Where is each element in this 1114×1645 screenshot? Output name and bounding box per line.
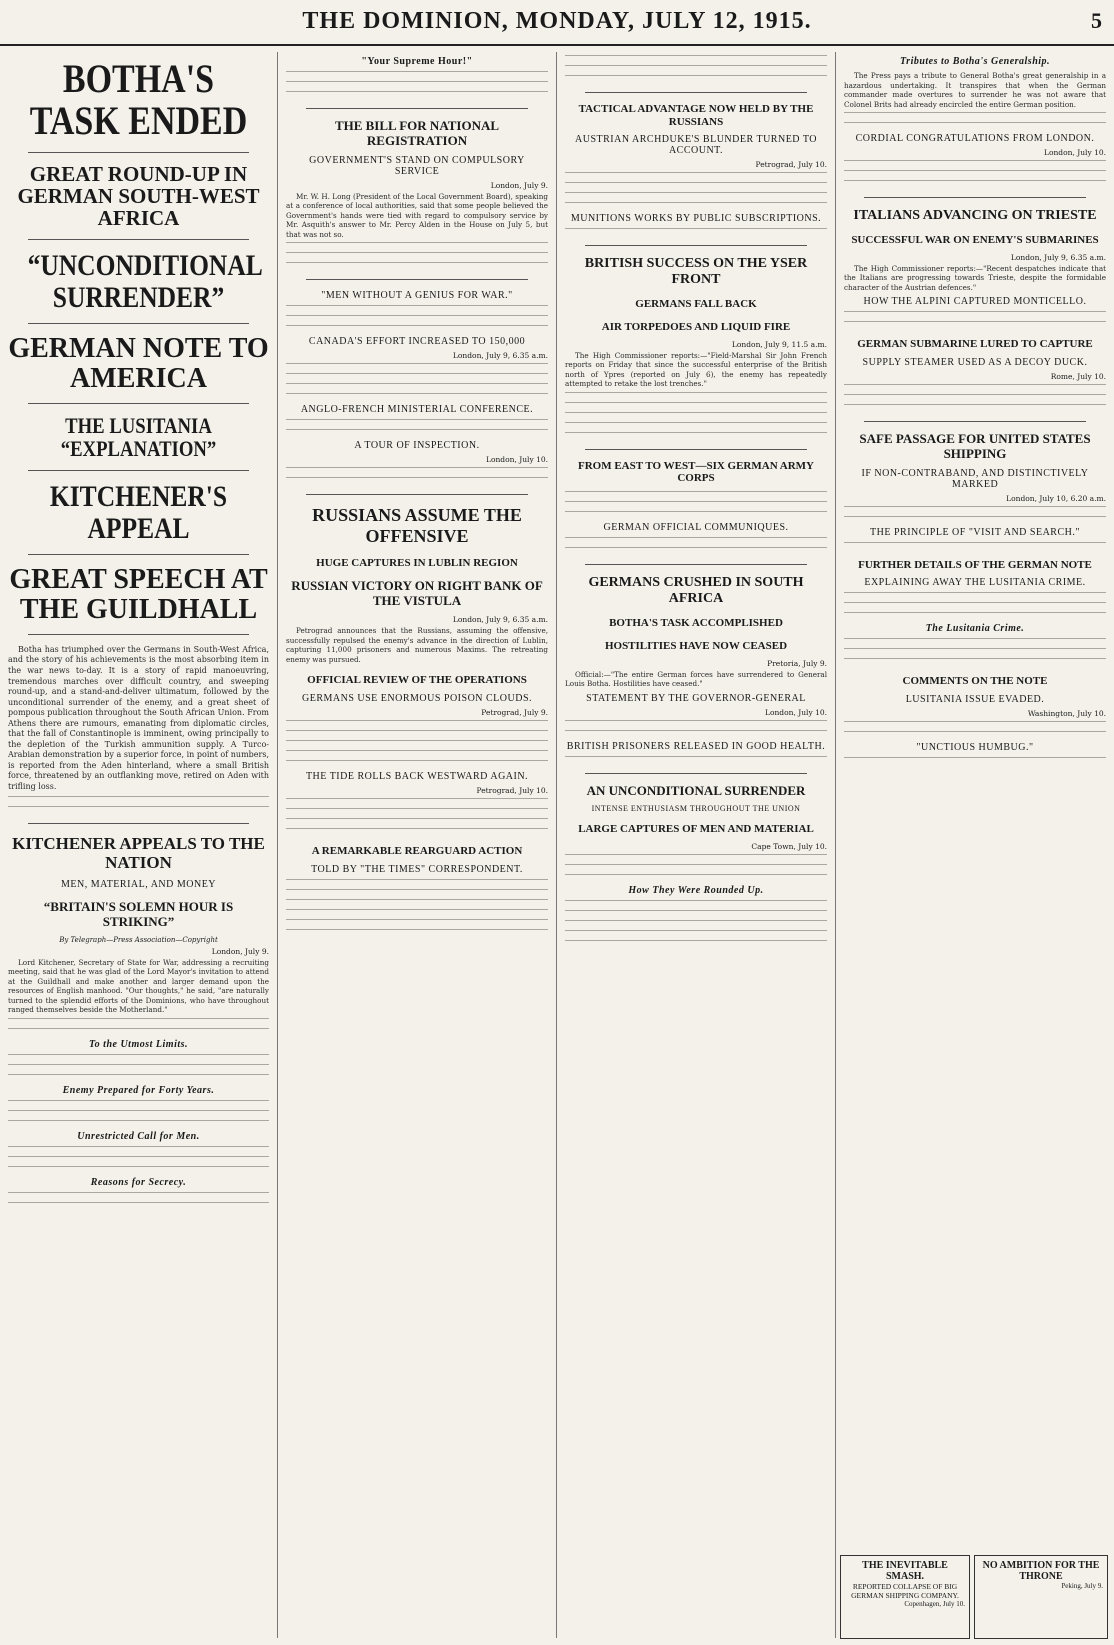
text-lines: [286, 720, 548, 727]
section-subheading: STATEMENT BY THE GOVERNOR-GENERAL: [586, 692, 806, 704]
text-lines: [286, 419, 548, 426]
text-lines: [844, 731, 1106, 738]
text-lines: [286, 477, 548, 484]
text-lines: [565, 720, 827, 727]
text-lines: [844, 638, 1106, 645]
headline-kitcheners-appeal: KITCHENER'S APPEAL: [49, 480, 228, 545]
text-lines: [565, 75, 827, 82]
section-subheading: AIR TORPEDOES AND LIQUID FIRE: [601, 321, 791, 334]
headline-bothas-task-ended: BOTHA'S TASK ENDED: [29, 56, 248, 143]
box-inevitable-smash: [840, 1555, 970, 1639]
text-lines: [286, 315, 548, 322]
section-subheading: HUGE CAPTURES IN LUBLIN REGION: [316, 556, 518, 569]
section-heading: RUSSIANS ASSUME THE OFFENSIVE: [312, 505, 522, 547]
article-body: Lord Kitchener, Secretary of State for War, addressing a recruiting meeting, said that he was glad of the Lord Mayor's invitation to attend at the Guildhall and make another and larger demand upon the resources of English manhood. "Our thoughts," he said, "are naturally turned to the splendid efforts of the Dominions, who have throughout ranged themselves beside the Motherland.": [8, 957, 269, 1015]
text-lines: [844, 311, 1106, 318]
box-heading: THE INEVITABLE SMASH.: [862, 1560, 948, 1582]
text-lines: [8, 1110, 269, 1117]
section-subheading: GERMAN OFFICIAL COMMUNIQUES.: [603, 522, 789, 534]
divider: [585, 245, 807, 246]
text-lines: [8, 1074, 269, 1081]
column-4: [836, 52, 1114, 1638]
text-lines: [286, 879, 548, 886]
section-subheading: BOTHA'S TASK ACCOMPLISHED: [609, 617, 783, 630]
divider: [306, 108, 528, 109]
article-body: Petrograd announces that the Russians, assuming the offensive, successfully repulsed the enemy's advance in the direction of Lublin, capturing 11,000 prisoners and numerous Maxims. The retreating enemy was pursued.: [286, 626, 548, 664]
text-lines: [8, 1192, 269, 1199]
text-lines: [565, 930, 827, 937]
text-lines: [565, 730, 827, 737]
text-lines: [8, 1054, 269, 1061]
section-heading: GERMANS CRUSHED IN SOUTH AFRICA: [588, 575, 804, 607]
divider: [28, 403, 249, 404]
dateline: London, July 9, 6.35 a.m.: [452, 615, 548, 625]
headline-round-up: GREAT ROUND-UP IN GERMAN SOUTH-WEST AFRICA: [17, 162, 260, 231]
text-lines: [286, 740, 548, 747]
section-heading: BRITISH SUCCESS ON THE YSER FRONT: [584, 256, 808, 288]
text-lines: [286, 242, 548, 249]
text-lines: [844, 658, 1106, 665]
text-lines: [844, 122, 1106, 129]
text-lines: [565, 854, 827, 861]
text-lines: [286, 919, 548, 926]
text-lines: [286, 889, 548, 896]
subhead: "Your Supreme Hour!": [361, 56, 473, 67]
divider: [28, 554, 249, 555]
text-lines: [286, 325, 548, 332]
text-lines: [286, 373, 548, 380]
text-lines: [565, 412, 827, 419]
text-lines: [844, 592, 1106, 599]
text-lines: [8, 1146, 269, 1153]
masthead-title: THE DOMINION, MONDAY, JULY 12, 1915.: [302, 8, 812, 34]
text-lines: [565, 547, 827, 554]
section-heading: SAFE PASSAGE FOR UNITED STATES SHIPPING: [859, 430, 1091, 461]
text-lines: [565, 537, 827, 544]
text-lines: [565, 192, 827, 199]
page-number: 5: [1091, 8, 1102, 33]
text-lines: [565, 874, 827, 881]
box-subheading: REPORTED COLLAPSE OF BIG GERMAN SHIPPING COMPANY.: [851, 1582, 959, 1600]
section-subheading: HOSTILITIES HAVE NOW CEASED: [604, 639, 788, 652]
text-lines: [844, 384, 1106, 391]
section-heading: AN UNCONDITIONAL SURRENDER: [586, 782, 806, 798]
dateline: Petrograd, July 9.: [481, 707, 548, 717]
headline-guildhall: GREAT SPEECH AT THE GUILDHALL: [9, 564, 268, 625]
subhead: Unrestricted Call for Men.: [77, 1130, 200, 1142]
text-lines: [565, 900, 827, 907]
text-lines: [286, 467, 548, 474]
box-no-ambition: [974, 1555, 1108, 1639]
text-lines: [844, 612, 1106, 619]
article-body: The Press pays a tribute to General Botha's great generalship in a hazardous undertaking. It transpires that when the German commander made overtures to surrender he was not aware that Colonel Brits had already encircled the entire German position.: [844, 71, 1106, 109]
column-1: [0, 52, 278, 1638]
text-lines: [844, 180, 1106, 187]
section-heading: A REMARKABLE REARGUARD ACTION: [311, 844, 523, 857]
divider: [585, 564, 807, 565]
section-subheading: GOVERNMENT'S STAND ON COMPULSORY SERVICE: [309, 154, 525, 177]
text-lines: [286, 750, 548, 757]
section-heading: THE BILL FOR NATIONAL REGISTRATION: [334, 118, 500, 148]
section-heading: TACTICAL ADVANTAGE NOW HELD BY THE RUSSIANS: [578, 103, 814, 128]
section-heading: COMMENTS ON THE NOTE: [902, 675, 1048, 688]
text-lines: [565, 422, 827, 429]
section-subheading: INTENSE ENTHUSIASM THROUGHOUT THE UNION: [591, 804, 801, 814]
byline: By Telegraph—Press Association—Copyright: [59, 935, 218, 944]
text-lines: [565, 182, 827, 189]
text-lines: [565, 910, 827, 917]
dateline: Petrograd, July 10.: [476, 785, 548, 795]
text-lines: [565, 402, 827, 409]
divider: [28, 634, 249, 635]
text-lines: [565, 501, 827, 508]
text-lines: [286, 798, 548, 805]
text-lines: [565, 392, 827, 399]
section-subheading: MEN, MATERIAL, AND MONEY: [60, 878, 217, 890]
section-subheading: AUSTRIAN ARCHDUKE'S BLUNDER TURNED TO ACCOUNT.: [575, 134, 817, 157]
section-heading: CORDIAL CONGRATULATIONS FROM LONDON.: [855, 133, 1095, 144]
text-lines: [286, 909, 548, 916]
text-lines: [844, 394, 1106, 401]
divider: [306, 279, 528, 280]
text-lines: [286, 393, 548, 400]
text-lines: [844, 404, 1106, 411]
section-subheading: THE TIDE ROLLS BACK WESTWARD AGAIN.: [305, 770, 529, 782]
divider: [28, 823, 249, 824]
dateline: London, July 9.: [211, 946, 269, 956]
divider: [306, 494, 528, 495]
section-heading: A TOUR OF INSPECTION.: [354, 440, 480, 452]
text-lines: [844, 648, 1106, 655]
subhead: Tributes to Botha's Generalship.: [899, 56, 1051, 67]
subhead: Enemy Prepared for Forty Years.: [62, 1084, 215, 1096]
dateline: Rome, July 10.: [1050, 371, 1106, 381]
dateline: London, July 10.: [1043, 148, 1106, 157]
dateline: London, July 9, 6.35 a.m.: [452, 351, 548, 361]
dateline: London, July 10.: [485, 455, 548, 465]
text-lines: [286, 305, 548, 312]
text-lines: [286, 363, 548, 370]
divider: [864, 421, 1086, 422]
headline-unconditional-surrender: “UNCONDITIONAL SURRENDER”: [27, 249, 263, 314]
divider: [585, 773, 807, 774]
dateline: London, July 9, 6.35 a.m.: [1010, 252, 1106, 262]
text-lines: [8, 1028, 269, 1035]
subhead: To the Utmost Limits.: [88, 1038, 189, 1050]
section-subheading: HOW THE ALPINI CAPTURED MONTICELLO.: [863, 296, 1087, 308]
text-lines: [286, 929, 548, 936]
column-2: [278, 52, 557, 1638]
text-lines: [565, 202, 827, 209]
intro-paragraph: Botha has triumphed over the Germans in South-West Africa, and the story of his achievements is the most absorbing item in the war news to-day. It is a story of rapid manoeuvring, tremendous marches over difficult country, and sweeping round-up, and a stand-and-deliver ultimatum, followed by the unconditional surrender of the enemy, and a great sheet of pompous publication throughout the South African Union. From Athens there are rumours, emanating from diplomatic circles, that the fall of Constantinople is imminent, owing principally to the depletion of the Turkish ammunition supply. A Turco-Arabian demonstration by a superior force, in point of numbers, is reported from the Aden hinterland, where a small British force, threatened by an outflanking move, retired on Aden with trifling loss.: [8, 644, 269, 791]
text-lines: [286, 252, 548, 259]
text-lines: [286, 730, 548, 737]
text-lines: [286, 808, 548, 815]
text-lines: [844, 321, 1106, 328]
text-lines: [8, 796, 269, 803]
headline-lusitania: THE LUSITANIA “EXPLANATION”: [60, 412, 217, 462]
text-lines: [844, 757, 1106, 764]
section-subheading: EXPLAINING AWAY THE LUSITANIA CRIME.: [864, 577, 1086, 589]
text-lines: [286, 91, 548, 98]
section-heading: MUNITIONS WORKS BY PUBLIC SUBSCRIPTIONS.: [570, 213, 822, 225]
subhead: How They Were Rounded Up.: [628, 885, 764, 897]
text-lines: [844, 721, 1106, 728]
text-lines: [8, 1202, 269, 1209]
box-heading: NO AMBITION FOR THE THRONE: [982, 1560, 1100, 1582]
masthead: [0, 0, 1114, 46]
text-lines: [565, 920, 827, 927]
text-lines: [8, 1166, 269, 1173]
headline-german-note: GERMAN NOTE TO AMERICA: [8, 333, 269, 394]
dateline: Pretoria, July 9.: [767, 658, 827, 668]
text-lines: [8, 806, 269, 813]
divider: [28, 470, 249, 471]
article-body: Official:—"The entire German forces have surrendered to General Louis Botha. Hostilities have ceased.": [565, 669, 827, 688]
text-lines: [844, 516, 1106, 523]
dateline: Cape Town, July 10.: [751, 842, 827, 852]
section-subheading: LUSITANIA ISSUE EVADED.: [905, 694, 1045, 706]
article-body: The High Commissioner reports:—"Field-Marshal Sir John French reports on Friday that since the successful enterprise of the British north of Ypres (reported on July 6), the enemy has repeatedly attempted to retake the lost trenches.": [565, 350, 827, 389]
text-lines: [565, 55, 827, 62]
divider: [28, 152, 249, 153]
section-subheading: SUPPLY STEAMER USED AS A DECOY DUCK.: [862, 356, 1088, 368]
text-lines: [565, 228, 827, 235]
section-subheading: TOLD BY "THE TIMES" CORRESPONDENT.: [311, 863, 523, 875]
text-lines: [8, 1064, 269, 1071]
text-lines: [286, 899, 548, 906]
text-lines: [8, 1100, 269, 1107]
section-subheading: GERMANS FALL BACK: [635, 298, 757, 311]
section-subheading: BRITISH PRISONERS RELEASED IN GOOD HEALTH.: [566, 740, 826, 752]
section-heading: CANADA'S EFFORT INCREASED TO 150,000: [308, 336, 526, 348]
dateline: London, July 10, 6.20 a.m.: [1006, 493, 1106, 503]
text-lines: [286, 262, 548, 269]
section-subheading: THE PRINCIPLE OF "VISIT AND SEARCH.": [870, 526, 1080, 538]
subhead: The Lusitania Crime.: [925, 623, 1025, 635]
section-subheading: OFFICIAL REVIEW OF THE OPERATIONS: [307, 674, 527, 687]
text-lines: [286, 828, 548, 835]
text-lines: [8, 1156, 269, 1163]
dateline: London, July 9, 11.5 a.m.: [731, 339, 827, 349]
divider: [585, 449, 807, 450]
divider: [28, 239, 249, 240]
divider: [864, 197, 1086, 198]
dateline: Peking, July 9.: [1061, 1582, 1103, 1590]
text-lines: [565, 65, 827, 72]
divider: [28, 323, 249, 324]
text-lines: [565, 491, 827, 498]
text-lines: [844, 160, 1106, 167]
dateline: Washington, July 10.: [1027, 709, 1106, 719]
divider: [585, 92, 807, 93]
text-lines: [8, 1120, 269, 1127]
section-subheading: SUCCESSFUL WAR ON ENEMY'S SUBMARINES: [851, 234, 1099, 247]
text-lines: [565, 432, 827, 439]
dateline: London, July 10.: [764, 707, 827, 717]
dateline: Petrograd, July 10.: [755, 160, 827, 170]
text-lines: [844, 602, 1106, 609]
text-lines: [844, 112, 1106, 119]
text-lines: [565, 511, 827, 518]
text-lines: [565, 864, 827, 871]
text-lines: [286, 383, 548, 390]
text-lines: [844, 170, 1106, 177]
text-lines: [844, 506, 1106, 513]
section-subheading: "UNCTIOUS HUMBUG.": [916, 742, 1034, 754]
text-lines: [565, 756, 827, 763]
article-body: The High Commissioner reports:—"Recent despatches indicate that the Italians are progressing towards Trieste, despite the formidable character of the Austrian defences.": [844, 263, 1106, 292]
text-lines: [286, 760, 548, 767]
section-subheading: RUSSIAN VICTORY ON RIGHT BANK OF THE VISTULA: [291, 578, 543, 609]
text-lines: [286, 818, 548, 825]
text-lines: [565, 172, 827, 179]
section-heading: ITALIANS ADVANCING ON TRIESTE: [853, 208, 1097, 223]
text-lines: [565, 940, 827, 947]
text-lines: [286, 429, 548, 436]
section-heading: FURTHER DETAILS OF THE GERMAN NOTE: [858, 558, 1092, 571]
section-heading: GERMAN SUBMARINE LURED TO CAPTURE: [857, 338, 1093, 351]
subhead: Reasons for Secrecy.: [90, 1176, 187, 1188]
text-lines: [286, 81, 548, 88]
text-lines: [844, 542, 1106, 549]
section-heading: FROM EAST TO WEST—SIX GERMAN ARMY CORPS: [577, 459, 815, 485]
dateline: London, July 9.: [490, 180, 548, 190]
section-subheading: GERMANS USE ENORMOUS POISON CLOUDS.: [301, 692, 533, 704]
column-3: [557, 52, 836, 1638]
text-lines: [8, 1018, 269, 1025]
section-subheading: “BRITAIN'S SOLEMN HOUR IS STRIKING”: [43, 898, 234, 929]
section-subheading: LARGE CAPTURES OF MEN AND MATERIAL: [578, 823, 814, 836]
article-body: Mr. W. H. Long (President of the Local Government Board), speaking at a conference of local authorities, said that some people believed the Government's hands were tied with regard to compulsory service by Mr. Asquith's answer to Mr. Percy Alden in the House on July 5, but that was not so.: [286, 191, 548, 239]
text-lines: [286, 71, 548, 78]
section-heading: KITCHENER APPEALS TO THE NATION: [12, 833, 265, 873]
section-heading: "MEN WITHOUT A GENIUS FOR WAR.": [321, 290, 513, 302]
dateline: Copenhagen, July 10.: [904, 1600, 965, 1608]
section-subheading: IF NON-CONTRABAND, AND DISTINCTIVELY MARKED: [861, 467, 1089, 490]
section-heading: ANGLO-FRENCH MINISTERIAL CONFERENCE.: [300, 404, 534, 416]
